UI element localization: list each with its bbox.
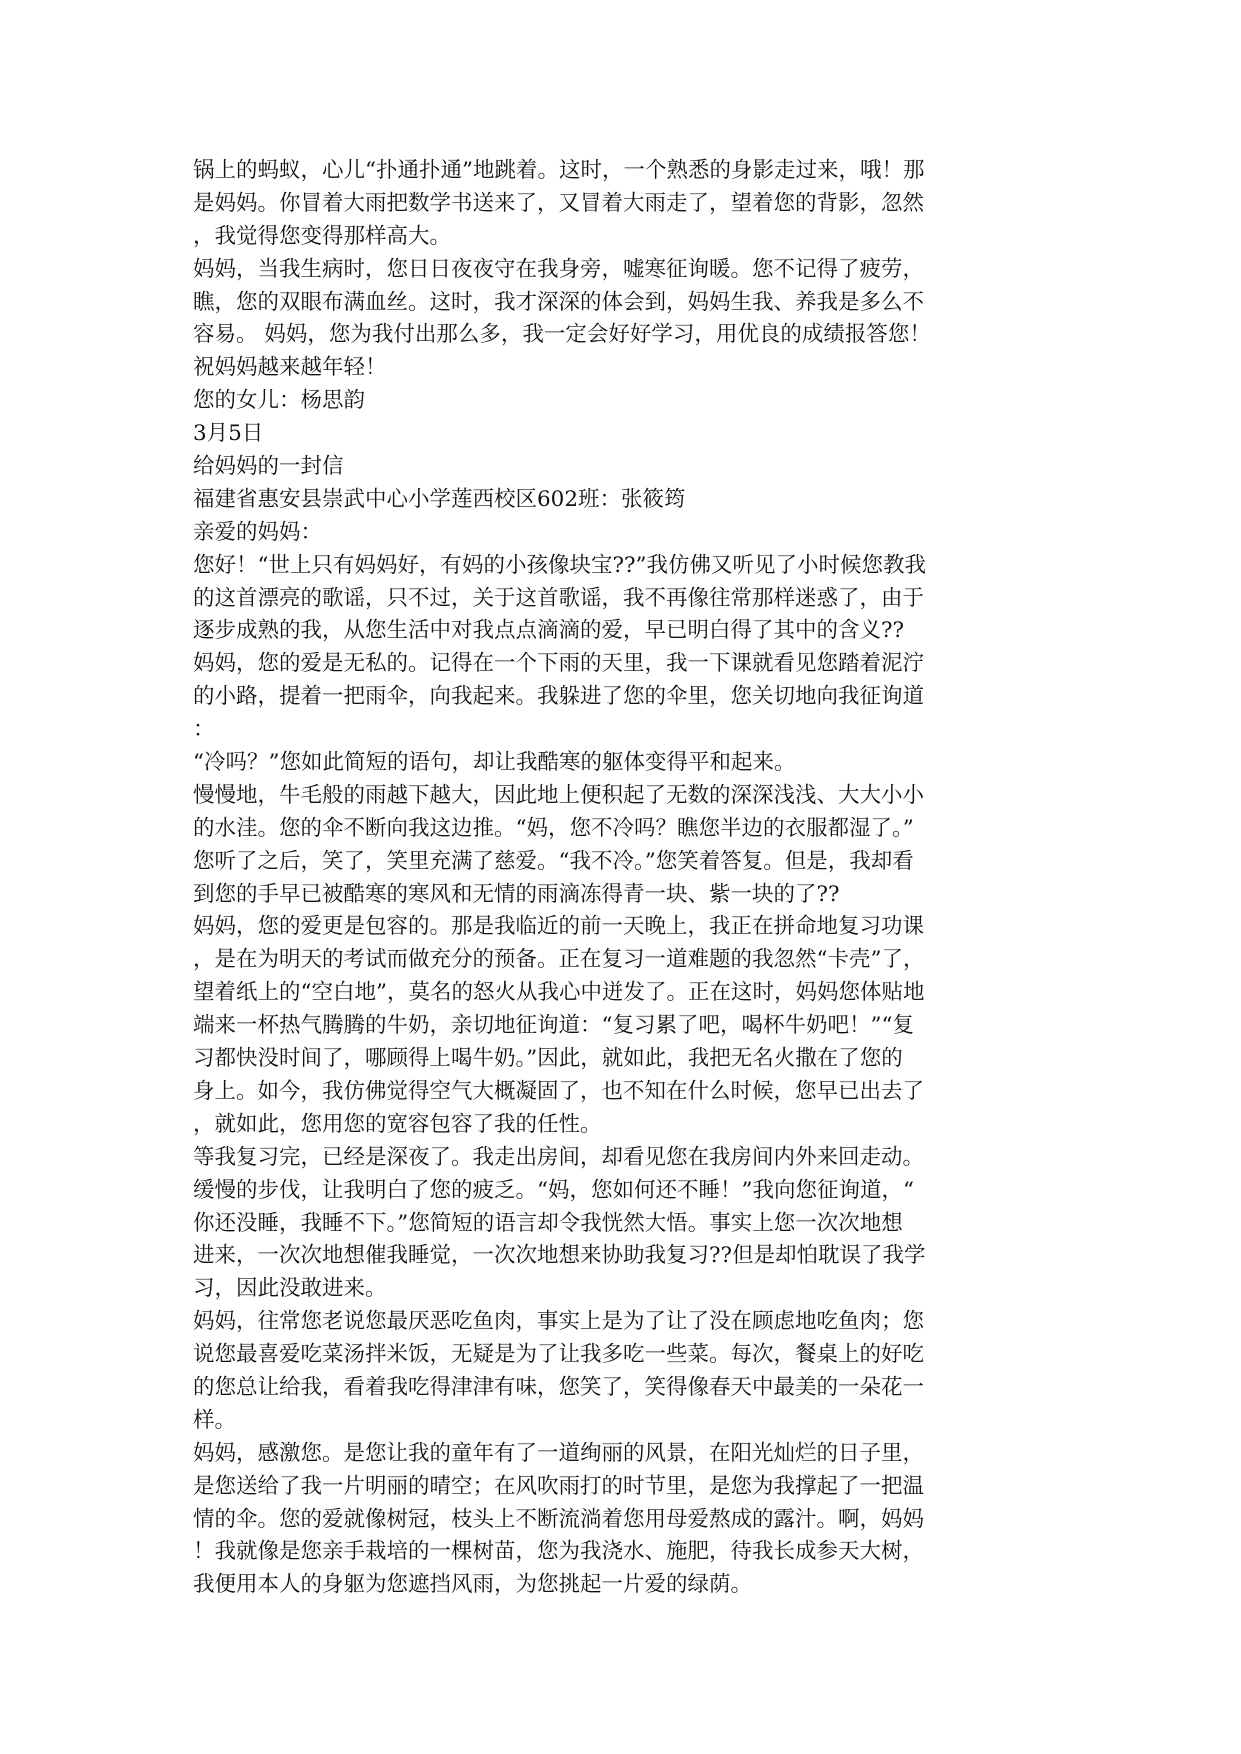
text-line: 3月5日 bbox=[193, 421, 264, 447]
text-line: 福建省惠安县崇武中心小学莲西校区602班：张筱筠 bbox=[193, 486, 686, 512]
text-line: 等我复习完，已经是深夜了。我走出房间，却看见您在我房间内外来回走动。 bbox=[193, 1144, 925, 1170]
text-line: 的这首漂亮的歌谣，只不过，关于这首歌谣，我不再像往常那样迷惑了，由于 bbox=[193, 585, 925, 611]
text-line: 说您最喜爱吃菜汤拌米饭，无疑是为了让我多吃一些菜。每次，餐桌上的好吃 bbox=[193, 1342, 925, 1368]
letter-text-body bbox=[193, 155, 1053, 1602]
text-line: 容易。 妈妈，您为我付出那么多，我一定会好好学习，用优良的成绩报答您！ bbox=[193, 322, 931, 348]
text-line: ，就如此，您用您的宽容包容了我的任性。 bbox=[193, 1111, 602, 1137]
text-line: 习都快没时间了，哪顾得上喝牛奶。”因此，就如此，我把无名火撒在了您的 bbox=[193, 1046, 903, 1072]
text-line: 妈妈，您的爱更是包容的。那是我临近的前一天晚上，我正在拼命地复习功课 bbox=[193, 914, 925, 940]
text-line: 的您总让给我，看着我吃得津津有味，您笑了，笑得像春天中最美的一朵花一 bbox=[193, 1374, 925, 1400]
text-line: “冷吗？”您如此简短的语句，却让我酷寒的躯体变得平和起来。 bbox=[193, 750, 796, 776]
text-line: 的小路，提着一把雨伞，向我起来。我躲进了您的伞里，您关切地向我征询道 bbox=[193, 684, 925, 710]
text-line: ，是在为明天的考试而做充分的预备。正在复习一道难题的我忽然“卡壳”了， bbox=[193, 947, 925, 973]
text-line: 妈妈，感激您。是您让我的童年有了一道绚丽的风景，在阳光灿烂的日子里， bbox=[193, 1440, 925, 1466]
text-line: 是妈妈。你冒着大雨把数学书送来了，又冒着大雨走了，望着您的背影，忽然 bbox=[193, 190, 925, 216]
text-line: 是您送给了我一片明丽的晴空；在风吹雨打的时节里，是您为我撑起了一把温 bbox=[193, 1473, 925, 1499]
text-line: 您的女儿：杨思韵 bbox=[193, 388, 366, 414]
text-line: 您好！“世上只有妈妈好，有妈的小孩像块宝??”我仿佛又听见了小时候您教我 bbox=[193, 552, 927, 578]
text-line: 到您的手早已被酷寒的寒风和无情的雨滴冻得青一块、紫一块的了?? bbox=[193, 881, 840, 907]
text-line: 我便用本人的身躯为您遮挡风雨，为您挑起一片爱的绿荫。 bbox=[193, 1572, 753, 1598]
text-line: 锅上的蚂蚁，心儿“扑通扑通”地跳着。这时，一个熟悉的身影走过来，哦！那 bbox=[193, 158, 925, 183]
text-line: 情的伞。您的爱就像树冠，枝头上不断流淌着您用母爱熬成的露汁。啊，妈妈 bbox=[193, 1506, 925, 1532]
text-line: ： bbox=[193, 717, 215, 743]
text-line: 的水洼。您的伞不断向我这边推。“妈，您不冷吗？瞧您半边的衣服都湿了。” bbox=[193, 815, 914, 841]
text-line: 缓慢的步伐，让我明白了您的疲乏。“妈，您如何还不睡！”我向您征询道，“ bbox=[193, 1177, 914, 1203]
text-line: 瞧，您的双眼布满血丝。这时，我才深深的体会到，妈妈生我、养我是多么不 bbox=[193, 289, 925, 315]
text-line: 妈妈，当我生病时，您日日夜夜守在我身旁，嘘寒征询暖。您不记得了疲劳， bbox=[193, 256, 925, 282]
text-line: 妈妈，您的爱是无私的。记得在一个下雨的天里，我一下课就看见您踏着泥泞 bbox=[193, 651, 925, 677]
text-line: 端来一杯热气腾腾的牛奶，亲切地征询道：“复习累了吧，喝杯牛奶吧！”“复 bbox=[193, 1013, 914, 1039]
text-line: 逐步成熟的我，从您生活中对我点点滴滴的爱，早已明白得了其中的含义?? bbox=[193, 618, 905, 644]
text-line: 习，因此没敢进来。 bbox=[193, 1276, 387, 1302]
text-line: 望着纸上的“空白地”，莫名的怒火从我心中迸发了。正在这时，妈妈您体贴地 bbox=[193, 980, 925, 1006]
text-line: 身上。如今，我仿佛觉得空气大概凝固了，也不知在什么时候，您早已出去了 bbox=[193, 1078, 925, 1104]
text-line: 你还没睡，我睡不下。”您简短的语言却令我恍然大悟。事实上您一次次地想 bbox=[193, 1210, 903, 1236]
text-line: 祝妈妈越来越年轻！ bbox=[193, 355, 387, 381]
text-line: 慢慢地，牛毛般的雨越下越大，因此地上便积起了无数的深深浅浅、大大小小 bbox=[193, 782, 925, 808]
text-line: 给妈妈的一封信 bbox=[193, 454, 344, 480]
text-line: 进来，一次次地想催我睡觉，一次次地想来协助我复习??但是却怕耽误了我学 bbox=[193, 1243, 926, 1269]
text-line: 妈妈，往常您老说您最厌恶吃鱼肉，事实上是为了让了没在顾虑地吃鱼肉；您 bbox=[193, 1309, 925, 1335]
text-line: ！我就像是您亲手栽培的一棵树苗，您为我浇水、施肥，待我长成参天大树， bbox=[193, 1539, 925, 1565]
text-line: 亲爱的妈妈： bbox=[193, 519, 323, 545]
text-line: 样。 bbox=[193, 1407, 237, 1433]
text-line: ，我觉得您变得那样高大。 bbox=[193, 223, 452, 249]
text-line: 您听了之后，笑了，笑里充满了慈爱。“我不冷。”您笑着答复。但是，我却看 bbox=[193, 848, 914, 874]
